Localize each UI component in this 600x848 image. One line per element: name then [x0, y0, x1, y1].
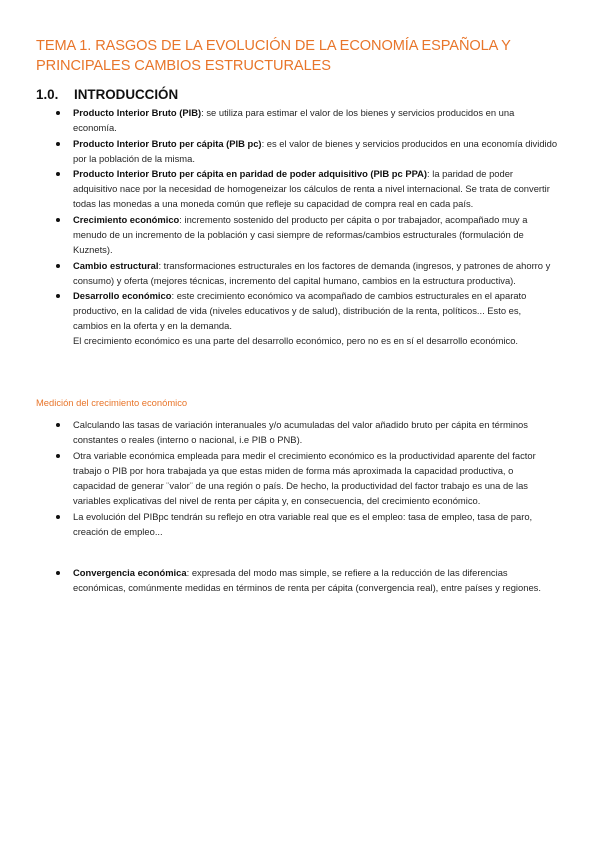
bullet-icon	[56, 218, 60, 222]
bullet-icon	[56, 172, 60, 176]
list-item	[0, 449, 600, 509]
list-item	[0, 418, 600, 448]
list-item: Cambio estructural: transformaciones estructurales en los factores de demanda (ingresos, y patrones de ahorro y consumo) y oferta (mejores técnicas, incremento del capital humano, cambios en la estructura productiva).	[0, 259, 600, 289]
section-number: 1.0.	[36, 87, 59, 102]
list-item-text: Otra variable económica empleada para medir el crecimiento económico es la productividad aparente del factor trabajo o PIB por hora trabajada ya que estas miden de forma más aproximada la capacidad productiva, o capacidad de generar ¨valor¨ de una región o país. De hecho, la productividad del factor trabajo es una de las variables explicativas del nivel de renta per cápita y, en consecuencia, del crecimiento económico.	[73, 450, 536, 506]
bullet-icon	[56, 111, 60, 115]
bullet-icon	[56, 515, 60, 519]
bullet-icon	[56, 454, 60, 458]
measurement-list	[0, 418, 600, 541]
definition-term: Crecimiento económico	[73, 214, 180, 226]
bullet-icon	[56, 264, 60, 268]
definition-term: Producto Interior Bruto (PIB)	[73, 107, 202, 118]
list-item: Producto Interior Bruto (PIB): se utiliza para estimar el valor de los bienes y servicios producidos en una economía.	[0, 106, 600, 136]
list-item-text: Calculando las tasas de variación interanuales y/o acumuladas del valor añadido bruto per cápita en términos constantes o reales (interno o nacional, i.e PIB o PNB).	[73, 419, 528, 445]
definition-term: Producto Interior Bruto per cápita en paridad de poder adquisitivo (PIB pc PPA)	[73, 168, 428, 180]
bullet-icon	[56, 142, 60, 146]
list-item	[0, 510, 600, 540]
definition-note: El crecimiento económico es una parte del desarrollo económico, pero no es en sí el desarrollo económico.	[73, 335, 519, 347]
list-item: Producto Interior Bruto per cápita (PIB pc): es el valor de bienes y servicios producidos en una economía dividido por la población de la misma.	[0, 137, 600, 167]
convergence-list	[0, 566, 600, 596]
definition-term: Desarrollo económico	[73, 290, 172, 302]
bullet-icon	[56, 423, 60, 427]
section-heading	[36, 86, 178, 104]
definition-text: es el valor de bienes y servicios producidos en una economía dividido por la población de la misma.	[73, 137, 558, 164]
definition-text: se utiliza para estimar el valor de los bienes y servicios producidos en una economía.	[73, 107, 515, 133]
intro-definitions-list	[0, 106, 600, 350]
definition-text: la paridad de poder adquisitivo nace por la necesidad de homogeneizar los cálculos de renta a nivel internacional. Se trata de convertir todas las monedas a una moneda común que refleje su capacidad de compra real en cada país.	[73, 168, 550, 210]
list-item: Convergencia económica: expresada del modo mas simple, se refiere a la reducción de las diferencias económicas, comúnmente medidas en términos de renta per cápita (convergencia real), entre países y regiones.	[0, 566, 600, 596]
list-item: Desarrollo económico: este crecimiento económico va acompañado de cambios estructurales en el aparato productivo, en la calidad de vida (niveles educativos y de salud), distribución de la renta, políticos... Esto es, cambios en la oferta y en la demanda. El crecimiento económico es una parte del desarrollo económico, pero no es en sí el desarrollo económico.	[0, 289, 600, 349]
definition-term: Convergencia económica	[73, 567, 187, 578]
list-item-text: La evolución del PIBpc tendrán su reflejo en otra variable real que es el empleo: tasa de empleo, tasa de paro, creación de empleo...	[73, 510, 533, 537]
definition-text: expresada del modo mas simple, se refiere a la reducción de las diferencias económicas, comúnmente medidas en términos de renta per cápita (convergencia real), entre países y regiones.	[73, 567, 541, 593]
bullet-icon	[56, 571, 60, 575]
definition-term: Cambio estructural	[73, 259, 159, 271]
definition-text: transformaciones estructurales en los factores de demanda (ingresos, y patrones de ahorro y consumo) y oferta (mejores técnicas, incremento del capital humano, cambios en la estructura productiva).	[73, 259, 551, 286]
definition-term: Producto Interior Bruto per cápita (PIB pc)	[73, 137, 262, 149]
measurement-heading: Medición del crecimiento económico	[36, 397, 188, 408]
definition-text: incremento sostenido del producto per cápita o por trabajador, acompañado muy a menudo de un incremento de la población y casi siempre de reformas/cambios estructurales (formulación de Kuznets).	[73, 214, 528, 255]
section-title: INTRODUCCIÓN	[74, 87, 179, 102]
definition-text: este crecimiento económico va acompañado de cambios estructurales en el aparato productivo, en la calidad de vida (niveles educativos y de salud), distribución de la renta, políticos... Esto es, cambios en la oferta y en la demanda.	[73, 290, 527, 332]
document-title: TEMA 1. RASGOS DE LA EVOLUCIÓN DE LA ECONOMÍA ESPAÑOLA Y PRINCIPALES CAMBIOS ESTRUCTURALES	[36, 38, 511, 74]
list-item: Crecimiento económico: incremento sostenido del producto per cápita o por trabajador, acompañado muy a menudo de un incremento de la población y casi siempre de reformas/cambios estructurales (formulación de Kuznets).	[0, 213, 600, 258]
bullet-icon	[56, 294, 60, 298]
list-item: Producto Interior Bruto per cápita en paridad de poder adquisitivo (PIB pc PPA): la paridad de poder adquisitivo nace por la necesidad de homogeneizar los cálculos de renta a nivel internacional. Se trata de convertir todas las monedas a una moneda común que refleje su capacidad de compra real en cada país.	[0, 167, 600, 212]
